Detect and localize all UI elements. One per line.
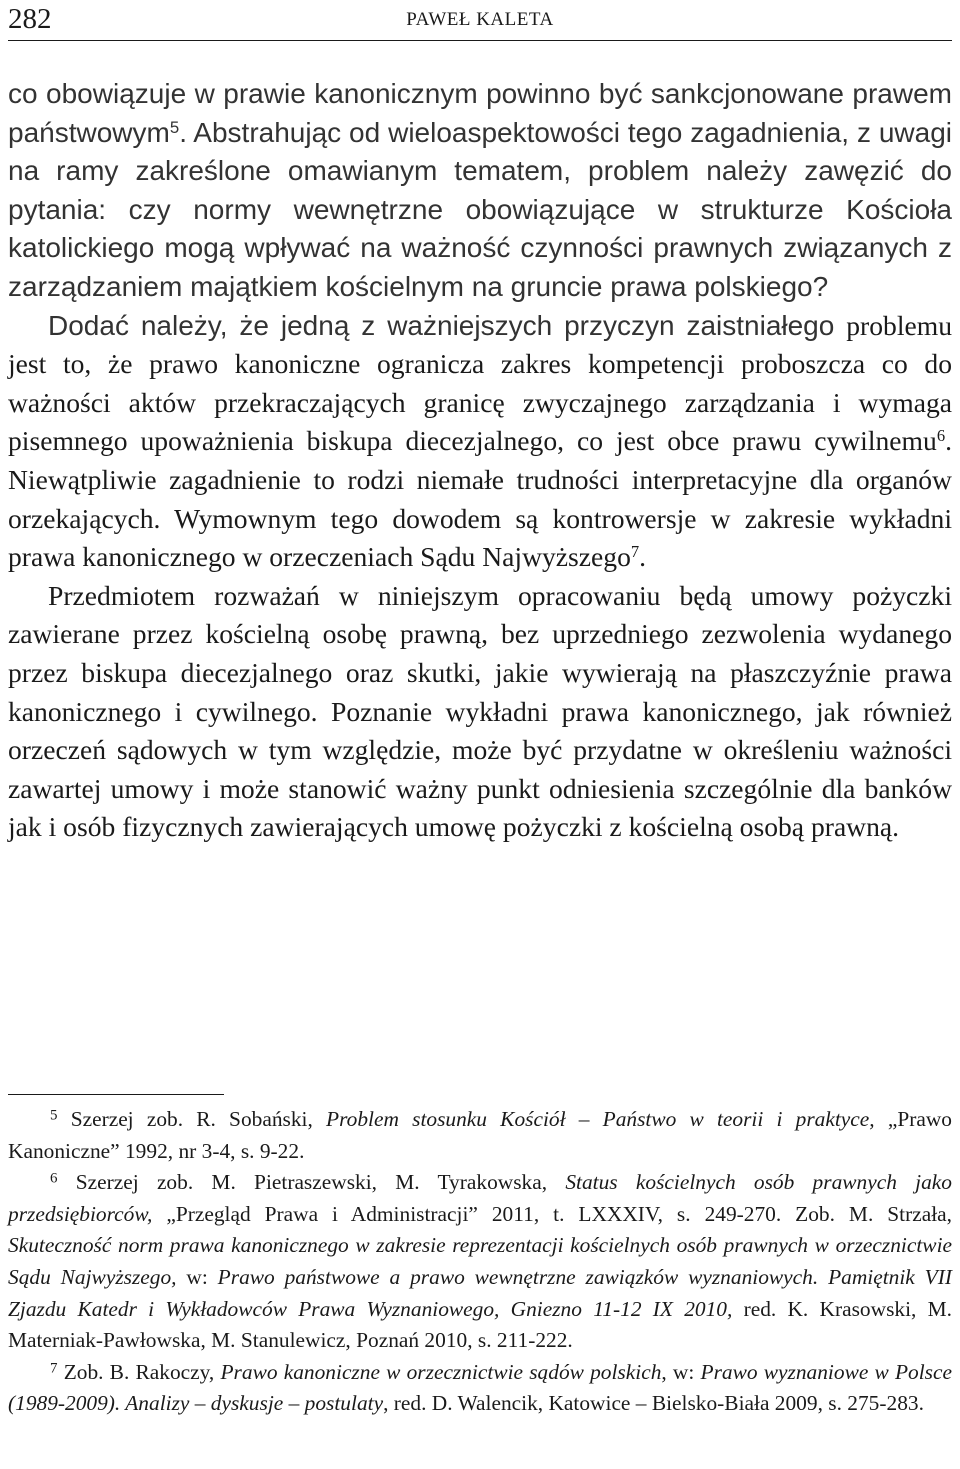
paragraph-2-middle: . Niewątpliwie zagadnienie to rodzi niemałe trudności interpretacyjne dla organów orzekających. Wymownym tego dowodem są kontrowersje w zakresie wykładni prawa kanonicznego w orzeczeniach Sądu Najwyższego	[8, 425, 952, 573]
footnote-5-post: „Prawo Kanoniczne” 1992, nr 3-4, s. 9-22.	[8, 1107, 952, 1163]
page-number: 282	[8, 3, 52, 35]
footnote-ref-5: 5	[169, 117, 180, 137]
body-text	[8, 75, 952, 847]
footnote-5-title: Problem stosunku Kościół – Państwo w teorii i praktyce,	[326, 1107, 875, 1131]
footnote-7-title-2: Prawo wyznaniowe w Polsce (1989-2009). Analizy – dyskusje – postulaty	[8, 1359, 952, 1416]
footnote-6-title-1: Status kościelnych osób prawnych jako przedsiębiorców,	[8, 1170, 952, 1226]
header-rule	[8, 40, 952, 41]
footnote-7	[8, 1357, 952, 1420]
footnote-7-post: , red. D. Walencik, Katowice – Bielsko-Biała 2009, s. 275-283.	[383, 1391, 924, 1416]
footnote-6-mid-1: „Przegląd Prawa i Administracji” 2011, t. LXXXIV, s. 249-270. Zob. M. Strzała,	[152, 1201, 952, 1226]
footnote-6-post: red. K. Krasowski, M. Materniak-Pawłowska, M. Stanulewicz, Poznań 2010, s. 211-222.	[8, 1296, 952, 1353]
running-head: PAWEŁ KALETA	[406, 9, 554, 30]
footnote-7-number: 7	[50, 1360, 58, 1377]
footnote-6	[8, 1167, 952, 1357]
footnote-6-number: 6	[50, 1170, 58, 1187]
paragraph-2-serif-text	[8, 310, 952, 573]
footnotes	[8, 1104, 952, 1420]
paragraph-1-text: co obowiązuje w prawie kanonicznym powinno być sankcjonowane prawem państwowym	[8, 78, 952, 148]
footnote-7-pre: Zob. B. Rakoczy,	[63, 1359, 221, 1384]
paragraph-2-text: Dodać należy, że jedną z ważniejszych przyczyn zaistniałego	[48, 309, 847, 341]
footnote-6-title-3: Prawo państwowe a prawo wewnętrzne zawiązków wyznaniowych. Pamiętnik VII Zjazdu Katedr i Wykładowców Prawa Wyznaniowego, Gniezno 11-12 IX 2010,	[8, 1264, 952, 1321]
footnote-7-mid-1: , w:	[661, 1359, 701, 1384]
footnote-ref-7: 7	[630, 542, 640, 562]
paragraph-2	[8, 307, 952, 577]
footnote-rule	[8, 1094, 224, 1095]
paragraph-1	[8, 75, 952, 307]
footnote-ref-6: 6	[936, 426, 946, 446]
paragraph-3: Przedmiotem rozważań w niniejszym opracowaniu będą umowy pożyczki zawierane przez kościelną osobę prawną, bez uprzedniego zezwolenia wydanego przez biskupa diecezjalnego oraz skutki, jakie wywierają na płaszczyźnie prawa kanonicznego i cywilnego. Poznanie wykładni prawa kanonicznego, jak również orzeczeń sądowych w tym względzie, może być przydatne w określeniu ważności zawartej umowy i może stanowić ważny punkt odniesienia szczególnie dla banków jak i osób fizycznych zawierających umowę pożyczki z kościelną osobą prawną.	[8, 579, 952, 843]
page-header	[8, 0, 952, 40]
footnote-6-mid-2: w:	[176, 1264, 218, 1289]
paragraph-2-end: .	[639, 541, 647, 573]
paragraph-2-serif-part: problemu jest to, że prawo kanoniczne ogranicza zakres kompetencji proboszcza co do ważności aktów przekraczających granicę zwyczajnego zarządzania i wymaga pisemnego upoważnienia biskupa diecezjalnego, co jest obce prawu cywilnemu	[8, 309, 952, 457]
footnote-7-title-1: Prawo kanoniczne w orzecznictwie sądów polskich	[220, 1359, 662, 1384]
footnote-5-number: 5	[50, 1107, 58, 1124]
paragraph-1-continuation: . Abstrahując od wieloaspektowości tego zagadnienia, z uwagi na ramy zakreślone omawianym tematem, problem należy zawęzić do pytania: czy normy wewnętrzne obowiązujące w strukturze Kościoła katolickiego mogą wpływać na ważność czynności prawnych związanych z zarządzaniem majątkiem kościelnym na gruncie prawa polskiego?	[8, 116, 952, 302]
footnote-6-pre: Szerzej zob. M. Pietraszewski, M. Tyrakowska,	[75, 1170, 566, 1195]
footnote-5-pre: Szerzej zob. R. Sobański,	[70, 1107, 327, 1131]
footnote-5	[8, 1104, 952, 1167]
footnote-6-title-2: Skuteczność norm prawa kanonicznego w zakresie reprezentacji kościelnych osób prawnych w orzecznictwie Sądu Najwyższego,	[8, 1233, 952, 1289]
